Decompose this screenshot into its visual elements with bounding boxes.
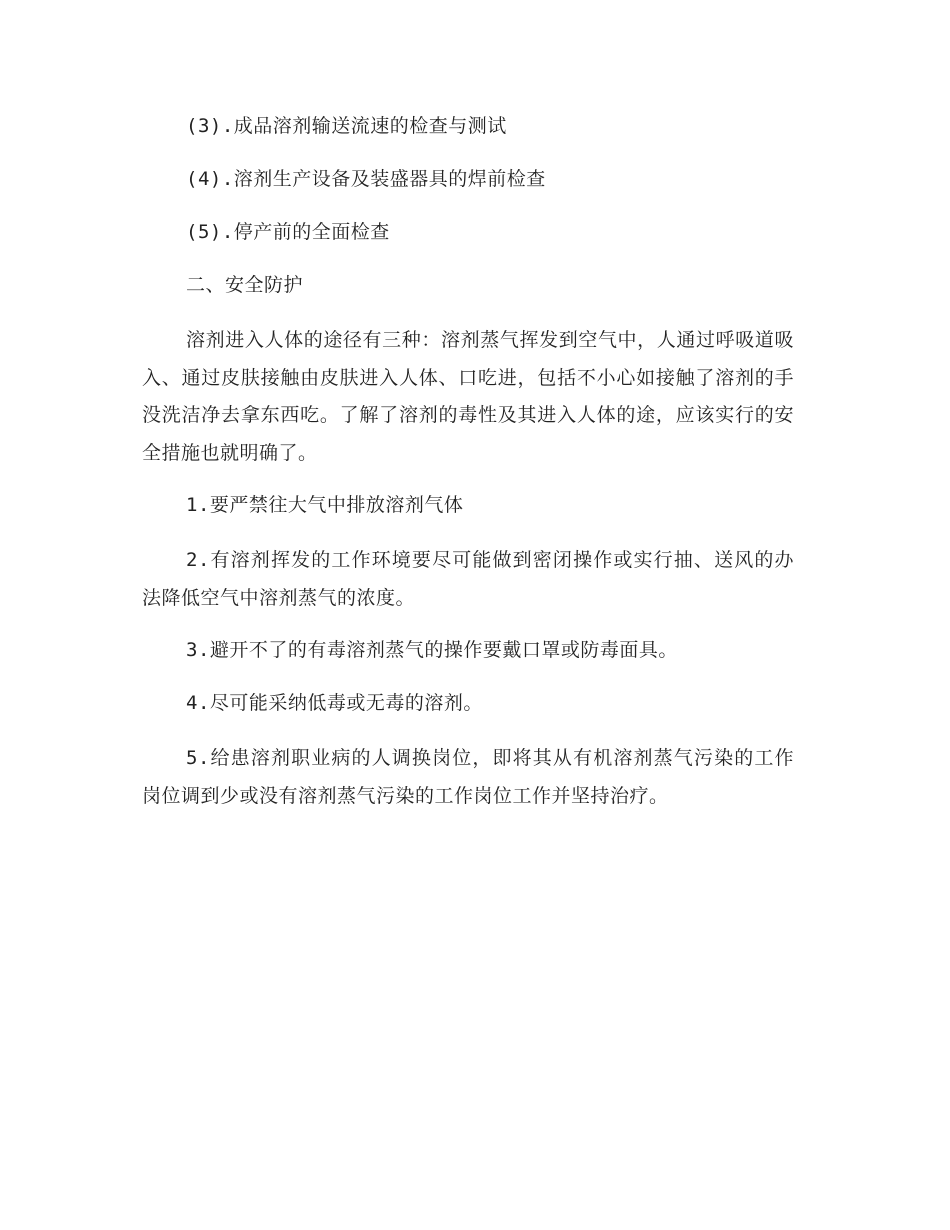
intro-paragraph: 溶剂进入人体的途径有三种：溶剂蒸气挥发到空气中，人通过呼吸道吸入、通过皮肤接触由皮肤进入人体、口吃进，包括不小心如接触了溶剂的手没洗洁净去拿东西吃。了解了溶剂的毒性及其进入人体的途，应该实行的安全措施也就明确了。 xyxy=(142,329,794,464)
safety-measure-5: 5.给患溶剂职业病的人调换岗位，即将其从有机溶剂蒸气污染的工作岗位调到少或没有溶剂蒸气污染的工作岗位工作并坚持治疗。 xyxy=(142,747,794,807)
safety-measure-2: 2.有溶剂挥发的工作环境要尽可能做到密闭操作或实行抽、送风的办法降低空气中溶剂蒸气的浓度。 xyxy=(142,549,794,609)
list-item-inspection-3: (3).成品溶剂输送流速的检查与测试 xyxy=(186,115,507,137)
document-body xyxy=(142,110,794,832)
list-item-inspection-4: (4).溶剂生产设备及装盛器具的焊前检查 xyxy=(186,168,546,190)
safety-measure-1: 1.要严禁往大气中排放溶剂气体 xyxy=(186,494,464,516)
safety-measure-3: 3.避开不了的有毒溶剂蒸气的操作要戴口罩或防毒面具。 xyxy=(186,639,678,661)
safety-measure-4: 4.尽可能采纳低毒或无毒的溶剂。 xyxy=(186,692,483,714)
section-heading: 二、安全防护 xyxy=(186,274,304,296)
list-item-inspection-5: (5).停产前的全面检查 xyxy=(186,221,390,243)
